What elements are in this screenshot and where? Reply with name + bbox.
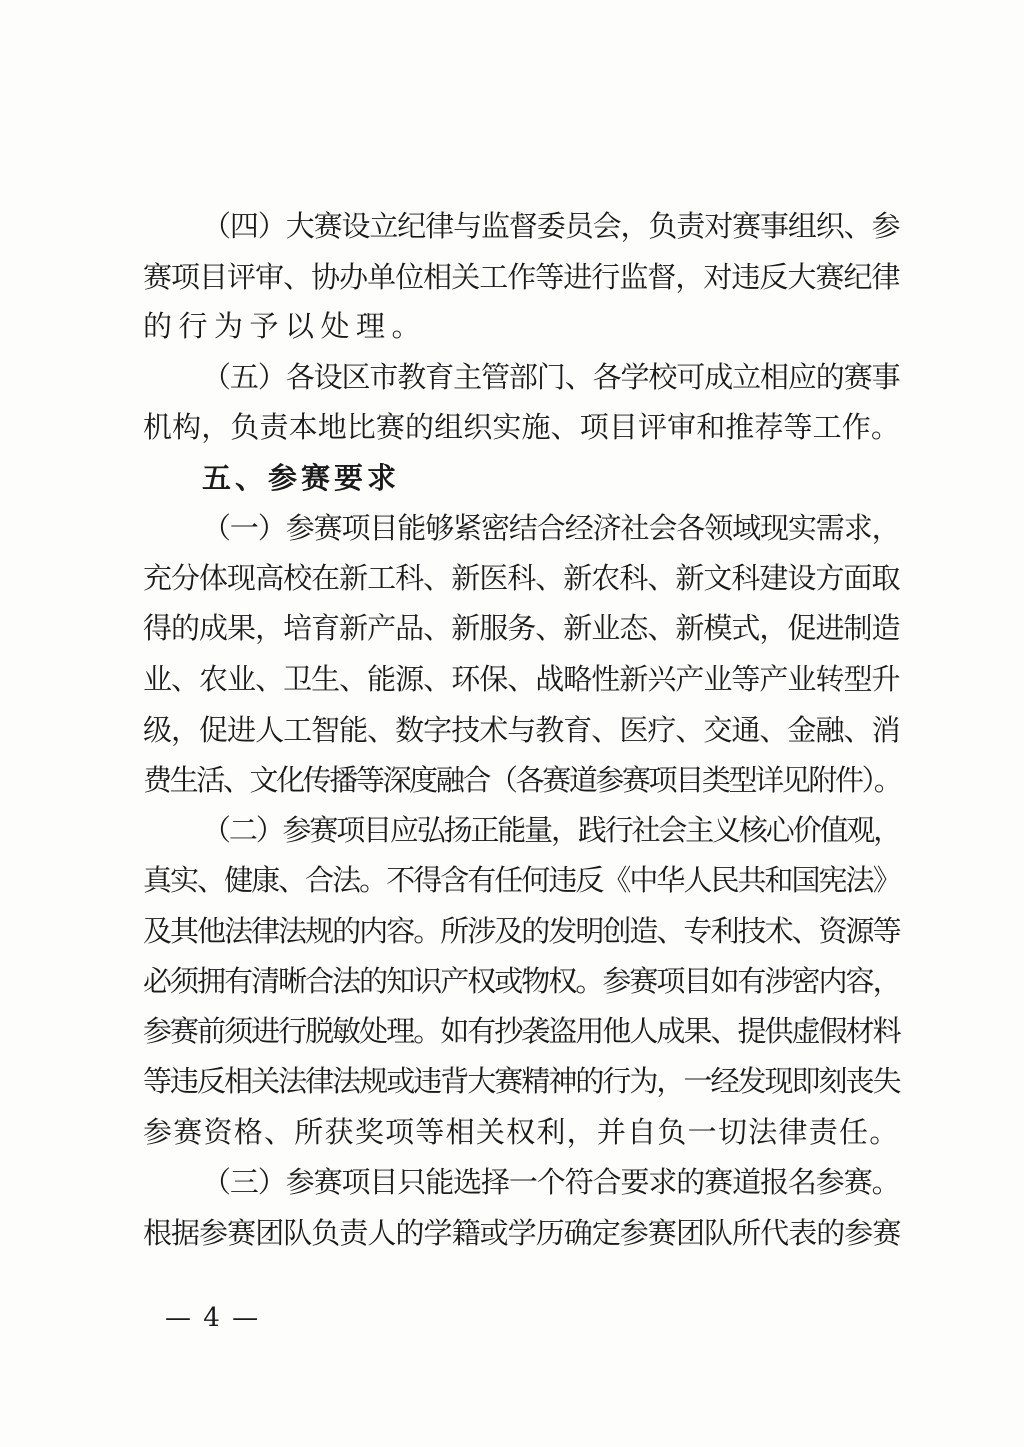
paragraph-4-line-2: 赛项目评审、协办单位相关工作等进行监督，对违反大赛纪律: [143, 260, 900, 294]
requirement-1-line-3: 得的成果，培育新产品、新服务、新业态、新模式，促进制造: [143, 611, 900, 645]
requirement-2-line-6: 等违反相关法律法规或违背大赛精神的行为，一经发现即刻丧失: [143, 1064, 900, 1098]
requirement-3-line-1: （三）参赛项目只能选择一个符合要求的赛道报名参赛。: [202, 1165, 900, 1199]
paragraph-5-line-2: 机构，负责本地比赛的组织实施、项目评审和推荐等工作。: [143, 410, 901, 444]
requirement-3-line-2: 根据参赛团队负责人的学籍或学历确定参赛团队所代表的参赛: [143, 1216, 901, 1250]
page-number: — 4 —: [165, 1303, 261, 1333]
requirement-1-line-1: （一）参赛项目能够紧密结合经济社会各领域现实需求，: [202, 511, 900, 545]
paragraph-4-line-1: （四）大赛设立纪律与监督委员会，负责对赛事组织、参: [202, 209, 900, 243]
requirement-1-line-6: 费生活、文化传播等深度融合（各赛道参赛项目类型详见附件）。: [143, 763, 901, 797]
requirement-1-line-4: 业、农业、卫生、能源、环保、战略性新兴产业等产业转型升: [143, 662, 900, 696]
paragraph-5-line-1: （五）各设区市教育主管部门、各学校可成立相应的赛事: [202, 360, 900, 394]
paragraph-4-line-3: 的行为予以处理。: [143, 309, 428, 343]
requirement-2-line-1: （二）参赛项目应弘扬正能量，践行社会主义核心价值观，: [202, 813, 901, 847]
requirement-2-line-2: 真实、健康、合法。不得含有任何违反《中华人民共和国宪法》: [143, 863, 900, 897]
requirement-1-line-2: 充分体现高校在新工科、新医科、新农科、新文科建设方面取: [143, 561, 900, 595]
requirement-2-line-5: 参赛前须进行脱敏处理。如有抄袭盗用他人成果、提供虚假材料: [143, 1014, 900, 1048]
requirement-2-line-3: 及其他法律法规的内容。所涉及的发明创造、专利技术、资源等: [143, 914, 900, 948]
requirement-2-line-7: 参赛资格、所获奖项等相关权利，并自负一切法律责任。: [143, 1115, 900, 1149]
requirement-2-line-4: 必须拥有清晰合法的知识产权或物权。参赛项目如有涉密内容，: [143, 964, 900, 998]
section-heading: 五、参赛要求: [202, 461, 401, 495]
requirement-1-line-5: 级，促进人工智能、数字技术与教育、医疗、交通、金融、消: [143, 713, 900, 747]
